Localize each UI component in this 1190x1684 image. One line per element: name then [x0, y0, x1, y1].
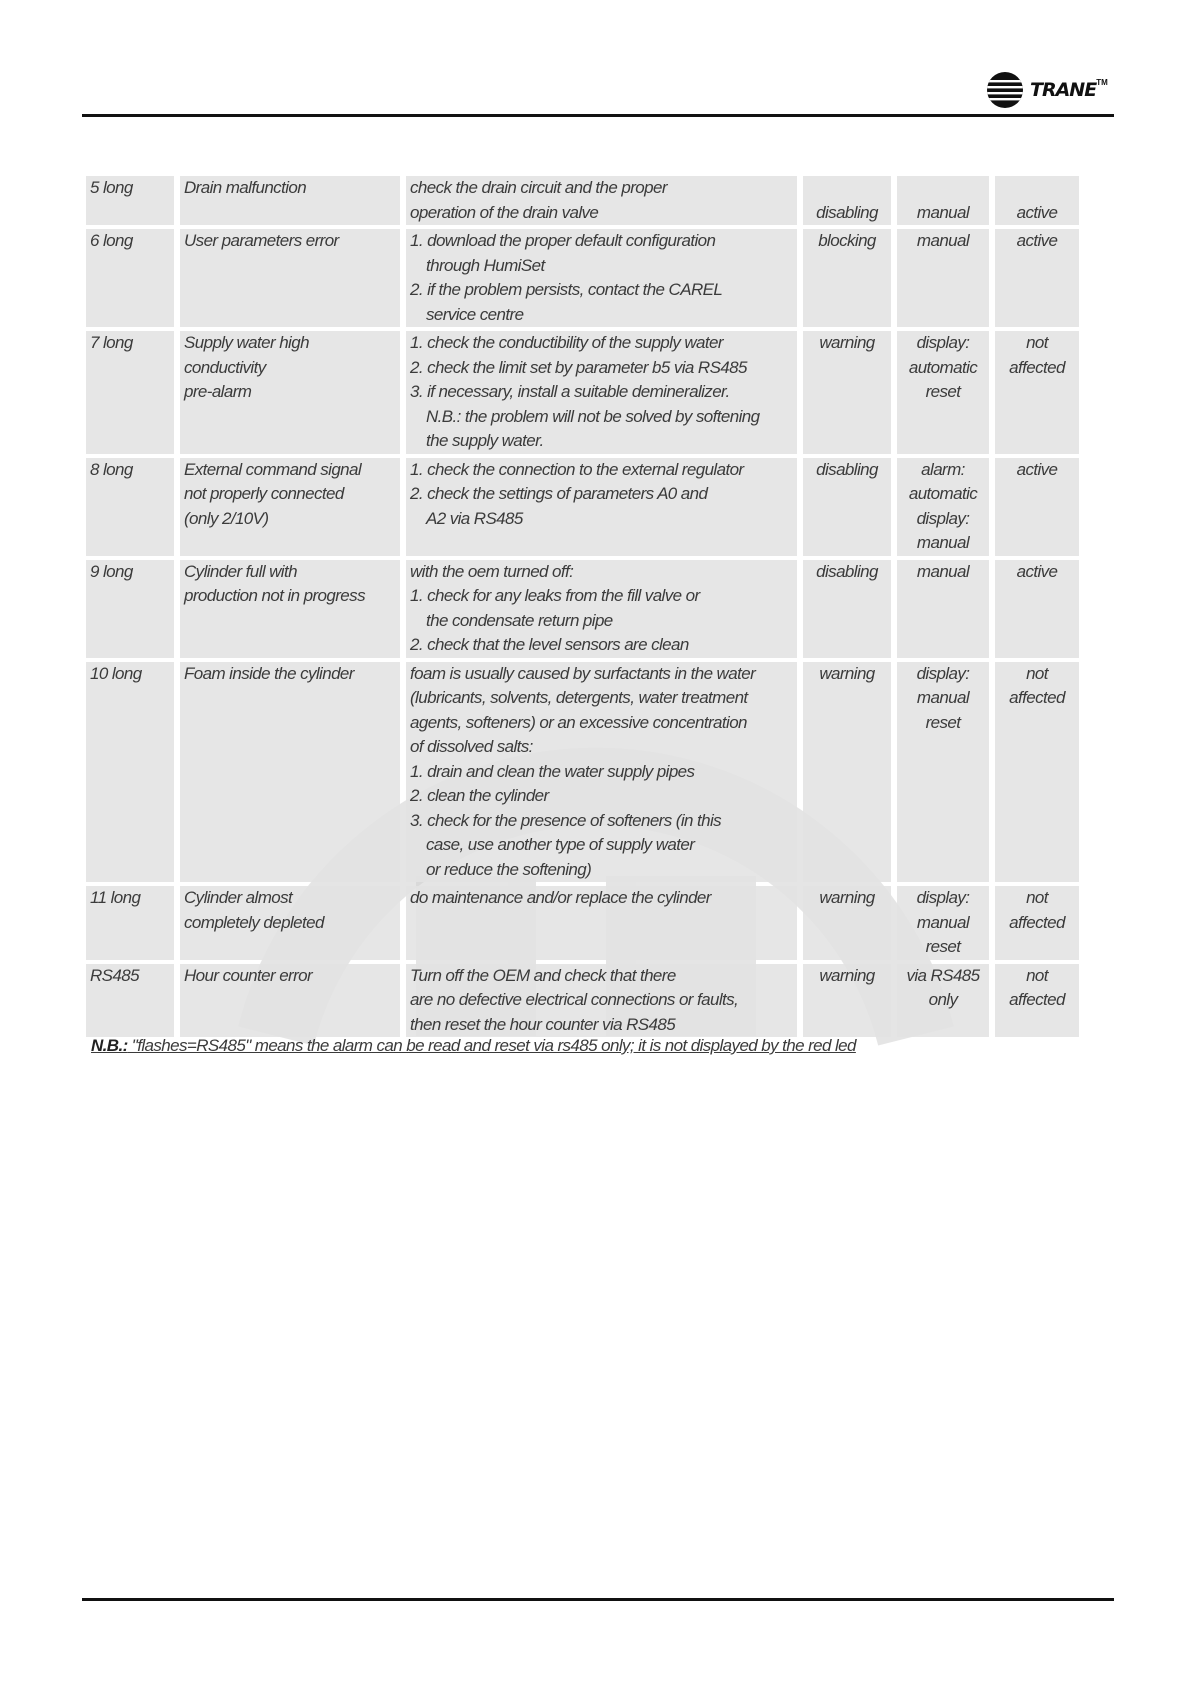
- reset-line: manual: [916, 202, 970, 222]
- footer-rule: [82, 1598, 1114, 1601]
- solution-line: agents, softeners) or an excessive concentration: [410, 712, 747, 732]
- spacer-line: [807, 176, 887, 201]
- table-row: [86, 662, 1079, 883]
- footnote-text: "flashes=RS485" means the alarm can be read and reset via rs485 only; it is not displayed by the red led: [127, 1036, 856, 1055]
- alarm-code: 7 long: [90, 333, 133, 352]
- type-line: warning: [819, 965, 875, 985]
- alarm-solution-cell: [406, 662, 797, 883]
- reset-line: only: [928, 990, 958, 1009]
- alarm-solution-cell: [406, 458, 797, 556]
- solution-line: or reduce the softening): [426, 859, 592, 879]
- reset-line: display:: [916, 888, 970, 907]
- reset-line: display:: [916, 333, 970, 352]
- table-row: [86, 331, 1079, 454]
- relay-line: active: [1016, 561, 1058, 581]
- spacer-line: [999, 176, 1075, 201]
- relay-line: affected: [1009, 357, 1065, 377]
- alarm-code-cell: [86, 229, 174, 327]
- brand-name: TRANE: [1030, 79, 1097, 101]
- reset-line: automatic: [908, 357, 978, 377]
- reset-line: display:: [916, 663, 970, 683]
- alarm-code: RS485: [90, 965, 139, 985]
- table-row: [86, 886, 1079, 960]
- solution-line: case, use another type of supply water: [426, 835, 695, 854]
- solution-line: foam is usually caused by surfactants in the water: [410, 663, 756, 683]
- alarm-cause-cell: [180, 662, 400, 883]
- alarm-type-cell: [803, 662, 891, 883]
- alarm-code: 6 long: [90, 231, 133, 250]
- alarm-relay-cell: [995, 458, 1079, 556]
- alarm-code-cell: [86, 458, 174, 556]
- relay-line: not: [1026, 888, 1048, 907]
- table-row: [86, 560, 1079, 658]
- relay-line: affected: [1009, 990, 1065, 1009]
- type-line: warning: [819, 333, 875, 352]
- solution-line: service centre: [426, 304, 524, 324]
- solution-line: Turn off the OEM and check that there: [410, 965, 676, 985]
- relay-line: active: [1016, 202, 1058, 222]
- solution-line: 1. check the connection to the external regulator: [410, 459, 744, 479]
- cause-line: Drain malfunction: [184, 178, 307, 197]
- alarm-solution-cell: [406, 331, 797, 454]
- solution-line: 2. check the settings of parameters A0 and: [410, 484, 708, 503]
- solution-line: check the drain circuit and the proper: [410, 178, 667, 197]
- relay-line: not: [1026, 965, 1048, 985]
- alarm-type-cell: [803, 964, 891, 1038]
- alarm-reset-cell: [897, 331, 989, 454]
- cause-line: Hour counter error: [184, 965, 313, 985]
- alarm-solution-cell: [406, 886, 797, 960]
- alarm-reset-cell: [897, 176, 989, 225]
- alarm-type-cell: [803, 886, 891, 960]
- cause-line: External command signal: [184, 459, 362, 479]
- trane-globe-icon: [986, 71, 1024, 109]
- alarm-code: 10 long: [90, 663, 142, 683]
- alarm-cause-cell: [180, 176, 400, 225]
- alarm-code-cell: [86, 964, 174, 1038]
- type-line: warning: [819, 663, 875, 683]
- relay-line: affected: [1009, 912, 1065, 932]
- cause-line: Cylinder almost: [184, 888, 293, 907]
- solution-line: A2 via RS485: [426, 508, 523, 528]
- solution-line: 1. download the proper default configuration: [410, 231, 716, 250]
- alarm-type-cell: [803, 560, 891, 658]
- cause-line: (only 2/10V): [184, 508, 269, 528]
- reset-line: via RS485: [906, 965, 980, 985]
- alarm-code: 11 long: [90, 888, 141, 907]
- solution-line: the condensate return pipe: [426, 610, 613, 630]
- cause-line: not properly connected: [184, 484, 344, 503]
- alarm-type-cell: [803, 458, 891, 556]
- solution-line: operation of the drain valve: [410, 202, 599, 222]
- alarm-code-cell: [86, 886, 174, 960]
- cause-line: completely depleted: [184, 912, 324, 932]
- alarm-code-cell: [86, 176, 174, 225]
- alarm-reset-cell: [897, 560, 989, 658]
- alarm-relay-cell: [995, 662, 1079, 883]
- solution-line: 2. if the problem persists, contact the CAREL: [410, 280, 723, 299]
- solution-line: 2. check that the level sensors are clean: [410, 635, 689, 654]
- alarm-relay-cell: [995, 176, 1079, 225]
- relay-line: active: [1016, 231, 1058, 250]
- alarm-code-cell: [86, 560, 174, 658]
- reset-line: reset: [925, 937, 961, 956]
- alarm-type-cell: [803, 331, 891, 454]
- solution-line: are no defective electrical connections or faults,: [410, 990, 739, 1009]
- reset-line: reset: [925, 382, 961, 401]
- type-line: disabling: [816, 561, 878, 581]
- alarm-relay-cell: [995, 229, 1079, 327]
- alarm-code: 5 long: [90, 178, 133, 197]
- cause-line: User parameters error: [184, 231, 339, 250]
- spacer-line: [901, 176, 985, 201]
- footnote-label: N.B.:: [91, 1036, 128, 1055]
- relay-line: not: [1026, 663, 1048, 683]
- alarm-table: [80, 172, 1085, 1041]
- cause-line: Cylinder full with: [184, 561, 297, 581]
- reset-line: manual: [916, 912, 970, 932]
- solution-line: 3. if necessary, install a suitable demineralizer.: [410, 382, 730, 401]
- reset-line: alarm:: [921, 459, 965, 479]
- alarm-reset-cell: [897, 886, 989, 960]
- trane-logo: [986, 70, 1114, 110]
- cause-line: Supply water high: [184, 333, 309, 352]
- trademark-mark: TM: [1096, 77, 1108, 87]
- solution-line: 1. check the conductibility of the supply water: [410, 333, 723, 352]
- footnote: [91, 1036, 856, 1056]
- solution-line: with the oem turned off:: [410, 561, 574, 581]
- alarm-reset-cell: [897, 458, 989, 556]
- alarm-cause-cell: [180, 964, 400, 1038]
- solution-line: 1. check for any leaks from the fill valve or: [410, 586, 700, 605]
- alarm-relay-cell: [995, 331, 1079, 454]
- table-row: [86, 964, 1079, 1038]
- solution-line: then reset the hour counter via RS485: [410, 1014, 676, 1034]
- solution-line: 2. clean the cylinder: [410, 786, 549, 805]
- solution-line: 3. check for the presence of softeners (in this: [410, 810, 722, 830]
- cause-line: production not in progress: [184, 586, 365, 605]
- alarm-code: 9 long: [90, 561, 133, 581]
- solution-line: N.B.: the problem will not be solved by softening: [426, 406, 760, 426]
- solution-line: of dissolved salts:: [410, 737, 533, 756]
- type-line: disabling: [816, 459, 878, 479]
- reset-line: reset: [925, 712, 961, 732]
- alarm-cause-cell: [180, 229, 400, 327]
- reset-line: manual: [916, 688, 970, 707]
- alarm-reset-cell: [897, 964, 989, 1038]
- header-rule: [82, 114, 1114, 117]
- alarm-code-cell: [86, 662, 174, 883]
- alarm-solution-cell: [406, 964, 797, 1038]
- type-line: disabling: [816, 202, 878, 222]
- alarm-relay-cell: [995, 964, 1079, 1038]
- alarm-relay-cell: [995, 886, 1079, 960]
- alarm-solution-cell: [406, 229, 797, 327]
- relay-line: not: [1026, 333, 1048, 352]
- alarm-table-scan: [86, 176, 1068, 1034]
- solution-line: through HumiSet: [426, 255, 545, 275]
- alarm-reset-cell: [897, 229, 989, 327]
- alarm-cause-cell: [180, 560, 400, 658]
- solution-line: the supply water.: [426, 431, 544, 450]
- table-row: [86, 229, 1079, 327]
- cause-line: pre-alarm: [184, 382, 252, 401]
- cause-line: Foam inside the cylinder: [184, 663, 354, 683]
- alarm-reset-cell: [897, 662, 989, 883]
- reset-line: display:: [916, 508, 970, 528]
- relay-line: affected: [1009, 688, 1065, 707]
- reset-line: manual: [916, 533, 970, 552]
- alarm-code: 8 long: [90, 459, 133, 479]
- alarm-relay-cell: [995, 560, 1079, 658]
- solution-line: 2. check the limit set by parameter b5 via RS485: [410, 357, 747, 377]
- alarm-table-body: [86, 176, 1079, 1037]
- relay-line: active: [1016, 459, 1058, 479]
- reset-line: manual: [916, 231, 970, 250]
- type-line: blocking: [818, 231, 876, 250]
- solution-line: (lubricants, solvents, detergents, water treatment: [410, 688, 748, 707]
- solution-line: 1. drain and clean the water supply pipes: [410, 761, 695, 781]
- alarm-type-cell: [803, 176, 891, 225]
- type-line: warning: [819, 888, 875, 907]
- cause-line: conductivity: [184, 357, 266, 377]
- alarm-solution-cell: [406, 176, 797, 225]
- alarm-solution-cell: [406, 560, 797, 658]
- solution-line: do maintenance and/or replace the cylinder: [410, 888, 711, 907]
- reset-line: automatic: [908, 484, 978, 503]
- alarm-type-cell: [803, 229, 891, 327]
- alarm-code-cell: [86, 331, 174, 454]
- alarm-cause-cell: [180, 331, 400, 454]
- table-row: [86, 458, 1079, 556]
- alarm-cause-cell: [180, 458, 400, 556]
- reset-line: manual: [916, 561, 970, 581]
- table-row: [86, 176, 1079, 225]
- alarm-cause-cell: [180, 886, 400, 960]
